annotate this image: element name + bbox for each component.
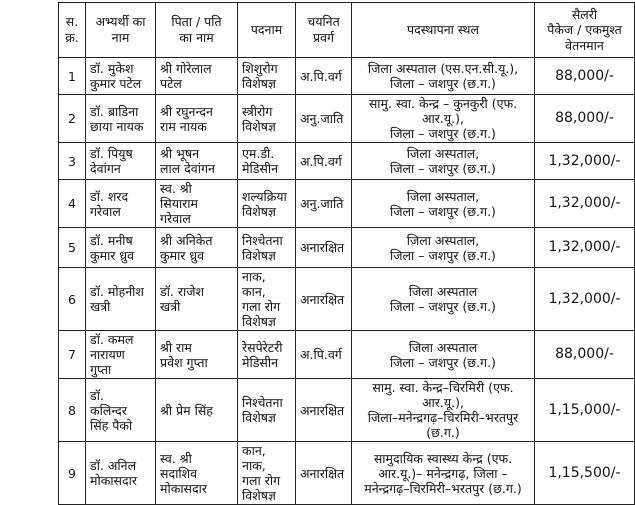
salary-cell: 1,32,000/- bbox=[535, 268, 635, 331]
candidate-name-cell: डॉ. कमल नारायण गुप्ता bbox=[86, 331, 156, 379]
header-posting-place: पदस्थापना स्थल bbox=[352, 3, 535, 58]
category-cell: अ.पि.वर्ग bbox=[296, 58, 352, 95]
designation-cell: एम.डी. मेडिसीन bbox=[238, 143, 296, 180]
posting-place-cell: जिला अस्पताल, जिला – जशपुर (छ.ग.) bbox=[352, 180, 535, 228]
candidate-name-cell: डॉ. मुकेश कुमार पटेल bbox=[86, 58, 156, 95]
salary-cell: 88,000/- bbox=[535, 58, 635, 95]
posting-place-cell: जिला अस्पताल जिला – जशपुर (छ.ग.) bbox=[352, 331, 535, 379]
parent-name-cell: श्री प्रेम सिंह bbox=[156, 379, 238, 442]
parent-name-cell: स्व. श्री सदाशिव मोकासदार bbox=[156, 442, 238, 505]
serial-cell: 5 bbox=[59, 228, 86, 268]
candidate-name-cell: डॉ. मोहनीश खत्री bbox=[86, 268, 156, 331]
candidate-table bbox=[58, 2, 635, 505]
category-cell: अनारक्षित bbox=[296, 442, 352, 505]
category-cell: अनारक्षित bbox=[296, 379, 352, 442]
serial-cell: 9 bbox=[59, 442, 86, 505]
salary-cell: 88,000/- bbox=[535, 331, 635, 379]
table-row bbox=[59, 143, 635, 180]
designation-cell: शिशुरोग विशेषज्ञ bbox=[238, 58, 296, 95]
category-cell: अनु.जाति bbox=[296, 180, 352, 228]
parent-name-cell: श्री रघुनन्दन राम नायक bbox=[156, 95, 238, 143]
designation-cell: स्त्रीरोग विशेषज्ञ bbox=[238, 95, 296, 143]
table-row bbox=[59, 379, 635, 442]
serial-cell: 6 bbox=[59, 268, 86, 331]
candidate-name-cell: डॉ. मनीष कुमार ध्रुव bbox=[86, 228, 156, 268]
designation-cell: शल्यक्रिया विशेषज्ञ bbox=[238, 180, 296, 228]
header-serial: स. क्र. bbox=[59, 3, 86, 58]
category-cell: अनु.जाति bbox=[296, 95, 352, 143]
salary-cell: 1,32,000/- bbox=[535, 228, 635, 268]
serial-cell: 7 bbox=[59, 331, 86, 379]
candidate-name-cell: डॉ. अनिल मोकासदार bbox=[86, 442, 156, 505]
designation-cell: निश्चेतना विशेषज्ञ bbox=[238, 228, 296, 268]
serial-cell: 2 bbox=[59, 95, 86, 143]
table-header-row bbox=[59, 3, 635, 58]
posting-place-cell: सामु. स्वा. केन्द्र–चिरमिरी (एफ. आर.यू.), जिला–मनेन्द्रगढ़–चिरमिरी–भरतपुर (छ.ग.) bbox=[352, 379, 535, 442]
salary-cell: 1,32,000/- bbox=[535, 143, 635, 180]
posting-place-cell: जिला अस्पताल जिला – जशपुर (छ.ग.) bbox=[352, 268, 535, 331]
table-body bbox=[59, 58, 635, 505]
posting-place-cell: जिला अस्पताल (एस.एन.सी.यू.), जिला – जशपुर (छ.ग.) bbox=[352, 58, 535, 95]
serial-cell: 4 bbox=[59, 180, 86, 228]
designation-cell: कान, नाक, गला रोग विशेषज्ञ bbox=[238, 442, 296, 505]
table-row bbox=[59, 95, 635, 143]
header-candidate-name: अभ्यर्थी का नाम bbox=[86, 3, 156, 58]
candidate-name-cell: डॉ. कलिन्दर सिंह पैको bbox=[86, 379, 156, 442]
designation-cell: नाक, कान, गला रोग विशेषज्ञ bbox=[238, 268, 296, 331]
parent-name-cell: स्व. श्री सियाराम गरेवाल bbox=[156, 180, 238, 228]
parent-name-cell: श्री अनिकेत कुमार ध्रुव bbox=[156, 228, 238, 268]
designation-cell: निश्चेतना विशेषज्ञ bbox=[238, 379, 296, 442]
posting-place-cell: सामु. स्वा. केन्द्र – कुनकुरी (एफ. आर.यू.), जिला – जशपुर (छ.ग.) bbox=[352, 95, 535, 143]
parent-name-cell: श्री भूषन लाल देवांगन bbox=[156, 143, 238, 180]
category-cell: अ.पि.वर्ग bbox=[296, 143, 352, 180]
candidate-name-cell: डॉ. ब्राडिना छाया नायक bbox=[86, 95, 156, 143]
table-row bbox=[59, 331, 635, 379]
posting-place-cell: जिला अस्पताल, जिला – जशपुर (छ.ग.) bbox=[352, 143, 535, 180]
header-designation: पदनाम bbox=[238, 3, 296, 58]
serial-cell: 3 bbox=[59, 143, 86, 180]
table-row bbox=[59, 180, 635, 228]
category-cell: अ.पि.वर्ग bbox=[296, 331, 352, 379]
table-row bbox=[59, 268, 635, 331]
parent-name-cell: श्री राम प्रवेश गुप्ता bbox=[156, 331, 238, 379]
posting-place-cell: सामुदायिक स्वास्थ्य केन्द्र (एफ. आर.यू.)– मनेन्द्रगढ़, जिला – मनेन्द्रगढ़–चिरमिरी–भरतपुर (छ.ग.) bbox=[352, 442, 535, 505]
candidate-name-cell: डॉ. शरद गरेवाल bbox=[86, 180, 156, 228]
posting-place-cell: जिला अस्पताल, जिला – जशपुर (छ.ग.) bbox=[352, 228, 535, 268]
salary-cell: 1,15,500/- bbox=[535, 442, 635, 505]
category-cell: अनारक्षित bbox=[296, 228, 352, 268]
salary-cell: 1,15,000/- bbox=[535, 379, 635, 442]
salary-cell: 88,000/- bbox=[535, 95, 635, 143]
table-row bbox=[59, 442, 635, 505]
serial-cell: 8 bbox=[59, 379, 86, 442]
table-row bbox=[59, 228, 635, 268]
serial-cell: 1 bbox=[59, 58, 86, 95]
header-category: चयनित प्रवर्ग bbox=[296, 3, 352, 58]
parent-name-cell: श्री गोरेलाल पटेल bbox=[156, 58, 238, 95]
parent-name-cell: डॉ. राजेश खत्री bbox=[156, 268, 238, 331]
candidate-name-cell: डॉ. पियुष देवांगन bbox=[86, 143, 156, 180]
salary-cell: 1,32,000/- bbox=[535, 180, 635, 228]
header-parent-name: पिता / पति का नाम bbox=[156, 3, 238, 58]
header-salary: सैलरी पैकेज / एकमुश्त वेतनमान bbox=[535, 3, 635, 58]
designation-cell: रेसपेरेटरी मेडिसीन bbox=[238, 331, 296, 379]
table-row bbox=[59, 58, 635, 95]
category-cell: अनारक्षित bbox=[296, 268, 352, 331]
